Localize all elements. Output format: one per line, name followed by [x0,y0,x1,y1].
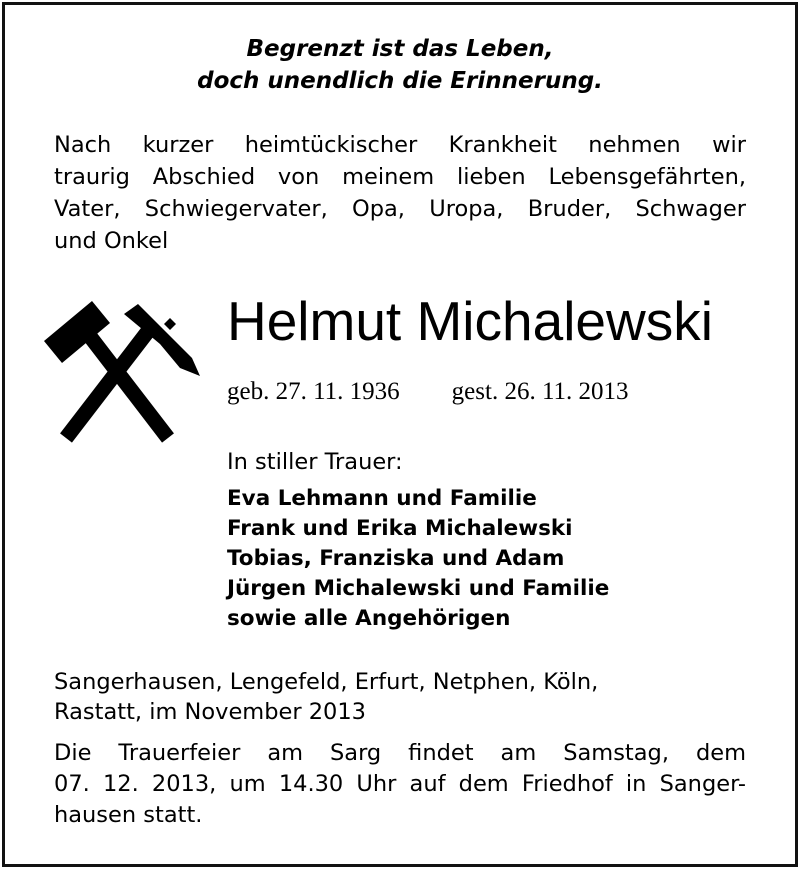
mourner-line: Tobias, Franziska und Adam [227,546,565,571]
funeral-service-info [54,738,746,831]
place-line-1: Sangerhausen, Lengefeld, Erfurt, Netphen, Köln, [54,669,599,695]
deceased-name: Helmut Michalewski [227,290,713,352]
mourners-list [227,484,609,634]
intro-line: und Onkel [54,228,169,254]
death-date: gest. 26. 11. 2013 [451,378,629,405]
mourner-line: sowie alle Angehörigen [227,606,511,631]
mourner-line: Frank und Erika Michalewski [227,516,573,541]
mourning-heading: In stiller Trauer: [227,449,403,475]
service-line: 07. 12. 2013, um 14.30 Uhr auf dem Friedhof in Sanger- [54,771,746,797]
service-line: Die Trauerfeier am Sarg findet am Samstag, dem [54,740,746,766]
mourner-line: Jürgen Michalewski und Familie [227,576,610,601]
hammer-and-pick-icon [40,296,205,446]
service-line: hausen statt. [54,802,203,828]
intro-line: Vater, Schwiegervater, Opa, Uropa, Bruder, Schwager [54,196,746,222]
mourner-line: Eva Lehmann und Familie [227,486,537,511]
intro-line: traurig Abschied von meinem lieben Lebensgefährten, [54,164,746,190]
motto-line-2: doch unendlich die Erinnerung. [197,68,603,94]
place-line-2: Rastatt, im November 2013 [54,699,366,725]
intro-text [54,129,746,257]
motto-line-1: Begrenzt ist das Leben, [246,36,554,62]
intro-line: Nach kurzer heimtückischer Krankheit nehmen wir [54,132,746,158]
birth-date: geb. 27. 11. 1936 [227,378,400,405]
place-and-date [54,667,598,727]
life-dates [227,375,629,409]
